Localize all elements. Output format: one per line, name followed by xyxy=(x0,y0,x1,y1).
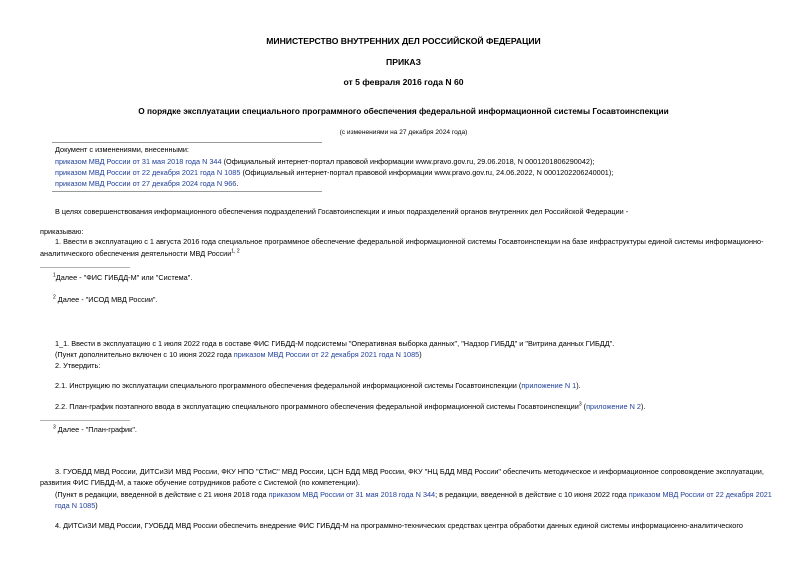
footnote-2: $^2$ Далее - "ИСОД МВД России". xyxy=(53,294,158,304)
change-text-3: . xyxy=(236,179,239,188)
change-text-2: (Официальный интернет-портал правовой информации www.pravo.gov.ru, 24.06.2022, N 0001202206240001); xyxy=(240,168,614,177)
paragraph-1-1-note: (Пункт дополнительно включен с 10 июня 2022 года приказом МВД России от 22 декабря 2021 года N 1085) xyxy=(55,350,422,359)
changes-top-rule xyxy=(52,142,322,143)
footnote-ref[interactable]: 1, 2 xyxy=(231,248,240,255)
footnote-1: $^1$Далее - "ФИС ГИБДД-М" или "Система". xyxy=(53,272,193,282)
amendment-link[interactable]: года N 1085 xyxy=(55,501,96,510)
paragraph-1: 1. Ввести в эксплуатацию с 1 августа 2016 года специальное программное обеспечение федеральной информационной системы Госавтоинспекции на базе инфраструктуры единой системы информационно- xyxy=(55,237,764,246)
paragraph-3-cont: развития ФИС ГИБДД-М, а также обучение сотрудников работе с Системой (по компетенции). xyxy=(40,478,360,487)
paragraph-3-note: (Пункт в редакции, введенной в действие с 21 июня 2018 года приказом МВД России от 31 мая 2018 года N 344; в редакции, введенной в действие с 10 июня 2022 года приказом МВД России от 22 декабря 2021 xyxy=(55,490,772,499)
paragraph-4: 4. ДИТСиЗИ МВД России, ГУОБДД МВД России обеспечить внедрение ФИС ГИБДД-М на программно-технических средствах центра обработки данных единой системы информационно-аналитического xyxy=(55,521,743,530)
revision-note: (с изменениями на 27 декабря 2024 года) xyxy=(339,129,468,136)
change-text-1: (Официальный интернет-портал правовой информации www.pravo.gov.ru, 29.06.2018, N 0001201806290042); xyxy=(221,157,595,166)
paragraph-1-cont: аналитического обеспечения деятельности МВД России$^{1, 2}$ xyxy=(40,248,240,258)
paragraph-1-1: 1_1. Ввести в эксплуатацию с 1 июля 2022 года в составе ФИС ГИБДД-М подсистемы "Оперативная выборка данных", "Надзор ГИБДД" и "Витрина данных ГИБДД". xyxy=(55,339,615,348)
paragraph-3: 3. ГУОБДД МВД России, ДИТСиЗИ МВД России, ФКУ НПО "СТиС" МВД России, ЦСН БДД МВД России, ФКУ "НЦ БДД МВД России" обеспечить методическое и информационное сопровождение эксплуатации, xyxy=(55,467,764,476)
changes-item xyxy=(55,157,594,166)
appendix-1-link[interactable]: приложение N 1 xyxy=(521,381,577,390)
change-link-3[interactable]: приказом МВД России от 27 декабря 2024 года N 966 xyxy=(55,179,237,188)
paragraph-3-note-cont: года N 1085) xyxy=(55,501,98,510)
amendment-link[interactable]: приказом МВД России от 22 декабря 2021 года N 1085 xyxy=(233,350,420,359)
paragraph-2-1: 2.1. Инструкцию по эксплуатации специального программного обеспечения федеральной информационной системы Госавтоинспекции (приложение N 1). xyxy=(55,381,581,390)
doc-type-heading: ПРИКАЗ xyxy=(386,57,421,67)
footnote-rule xyxy=(40,420,130,421)
changes-intro: Документ с изменениями, внесенными: xyxy=(55,145,189,154)
changes-bottom-rule xyxy=(52,191,322,192)
paragraph-2-2: 2.2. План-график поэтапного ввода в эксплуатацию специального программного обеспечения федеральной информационной системы Госавтоинспекции$^3$ (приложение N 2). xyxy=(55,401,646,411)
ministry-heading: МИНИСТЕРСТВО ВНУТРЕННИХ ДЕЛ РОССИЙСКОЙ ФЕДЕРАЦИИ xyxy=(266,36,541,46)
footnote-ref[interactable]: 3 xyxy=(578,401,582,408)
change-link-2[interactable]: приказом МВД России от 22 декабря 2021 года N 1085 xyxy=(55,168,241,177)
order-word: приказываю: xyxy=(40,227,84,236)
doc-date-heading: от 5 февраля 2016 года N 60 xyxy=(343,77,464,87)
changes-item xyxy=(55,179,238,188)
change-link-1[interactable]: приказом МВД России от 31 мая 2018 года N 344 xyxy=(55,157,222,166)
preamble: В целях совершенствования информационного обеспечения подразделений Госавтоинспекции и иных подразделений органов внутренних дел Российской Федерации - xyxy=(55,207,629,216)
amendment-link[interactable]: приказом МВД России от 31 мая 2018 года N 344 xyxy=(268,490,436,499)
footnote-3: $^3$ Далее - "План-график". xyxy=(53,424,137,434)
appendix-2-link[interactable]: приложение N 2 xyxy=(586,402,641,411)
amendment-link[interactable]: приказом МВД России от 22 декабря 2021 xyxy=(628,490,772,499)
changes-item xyxy=(55,168,613,177)
footnote-rule xyxy=(40,267,130,268)
paragraph-2: 2. Утвердить: xyxy=(55,361,101,370)
doc-title: О порядке эксплуатации специального программного обеспечения федеральной информационной системы Госавтоинспекции xyxy=(138,106,669,116)
